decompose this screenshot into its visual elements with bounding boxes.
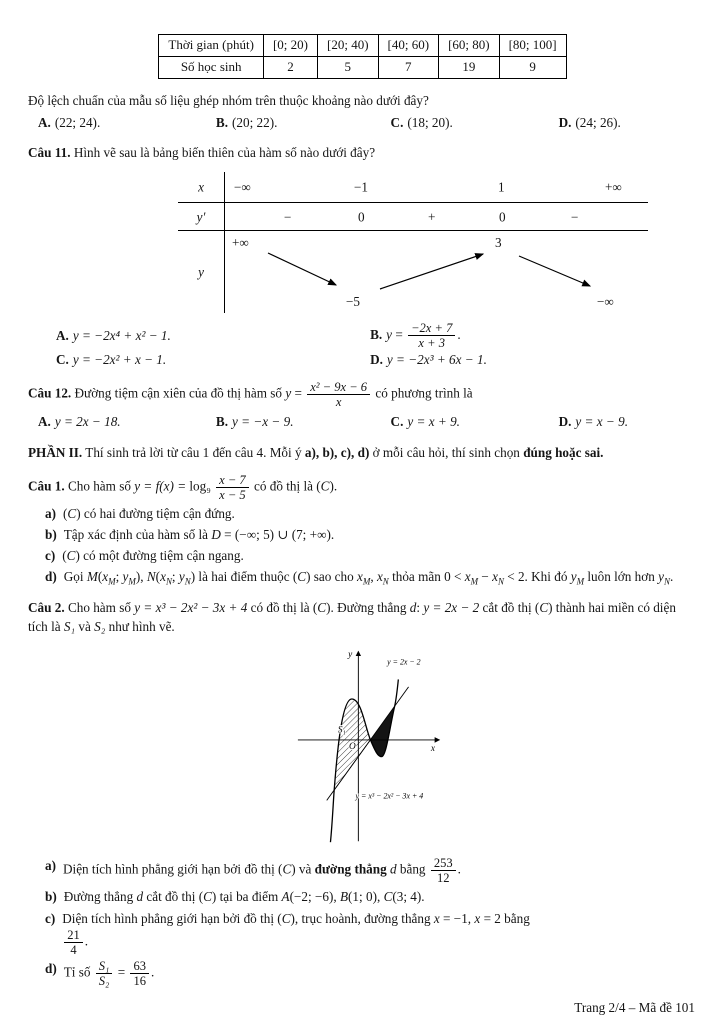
item-label: d) xyxy=(45,960,57,976)
option-c xyxy=(56,350,370,369)
bbt-arrows xyxy=(178,231,648,313)
option-text: y = x + 9. xyxy=(407,414,460,430)
table-cell: [40; 60) xyxy=(378,35,439,57)
option-b xyxy=(216,412,391,431)
option-a xyxy=(56,326,370,345)
option-c xyxy=(391,412,559,431)
bbt-limit: −∞ xyxy=(597,293,614,309)
bbt-sign: 0 xyxy=(358,209,365,225)
option-c xyxy=(391,113,559,132)
item-b xyxy=(45,887,697,906)
option-b xyxy=(216,113,391,132)
item-a xyxy=(45,504,697,523)
bbt-limit: +∞ xyxy=(232,235,249,251)
item-label: a) xyxy=(45,505,56,521)
bbt-x-value: −1 xyxy=(354,179,369,195)
arrow-up-right-icon xyxy=(380,254,483,289)
bbt-x-label: x xyxy=(198,179,204,195)
item-label: b) xyxy=(45,889,57,905)
bbt-extremum: −5 xyxy=(346,293,361,309)
item-text: Gọi $M(x_M$; $y_M$), $N(x_N$; $y_N$) là hai điểm thuộc (C) sao cho $x_M$, $x_N$ thỏa mãn $0 < x_M - x_N < 2$. Khi đó $y_M$ luôn lớn hơn $y_N$. xyxy=(63,569,674,587)
item-c xyxy=(45,909,697,957)
page-footer: Trang 2/4 – Mã đề 101 xyxy=(574,999,695,1015)
question-12-heading: Câu 12. Đường tiệm cận xiên của đồ thị hàm số y = $\frac{\text{x² − 9x − 6}}{x}$ có phương trình là xyxy=(28,380,473,410)
item-d xyxy=(45,959,697,988)
question-10-options xyxy=(38,113,697,132)
item-text: Đường thẳng d cắt đồ thị (C) tại ba điểm A(−2; −6), B(1; 0), C(3; 4). xyxy=(63,889,425,905)
item-text xyxy=(62,909,697,957)
option-text: y = −2x³ + 6x − 1. xyxy=(386,352,487,368)
question-11-heading: Câu 11. Hình vẽ sau là bảng biến thiên của hàm số nào dưới đây? xyxy=(28,144,376,160)
bbt-sign: + xyxy=(428,209,436,225)
item-text-line1: Diện tích hình phẳng giới hạn bởi đồ thị (C), trục hoành, đường thẳng x = −1, x = 2 bằng xyxy=(62,910,530,926)
arrow-down-right-icon xyxy=(519,256,590,286)
y-axis-label: y xyxy=(347,650,352,661)
option-label: B. xyxy=(215,414,229,430)
option-text: (18; 20). xyxy=(407,114,453,130)
table-row-header: Thời gian (phút) xyxy=(159,35,264,57)
option-text: y = $\frac{-2x + 7}{x + 3}$ . xyxy=(386,321,461,351)
option-label: B. xyxy=(370,326,383,342)
item-label: a) xyxy=(45,858,56,874)
table-cell: 2 xyxy=(263,56,317,78)
region-s1-label: S₁ xyxy=(337,725,346,736)
item-c xyxy=(45,546,697,565)
table-cell: 19 xyxy=(439,56,500,78)
item-label: c) xyxy=(45,910,56,926)
question-10-stem: Độ lệch chuẩn của mẫu số liệu ghép nhóm trên thuộc khoảng nào dưới đây? xyxy=(28,92,429,108)
bbt-sign: − xyxy=(284,209,292,225)
question-p2-1-heading: Câu 1. Cho hàm số y = f(x) = log₉ $\frac{x - 7}{x - 5}$ có đồ thị là (C). xyxy=(28,472,338,502)
question-p2-2-heading: Câu 2. Cho hàm số y = x³ − 2x² − 3x + 4 có đồ thị là (C). Đường thẳng d: y = 2x − 2 cắt đồ thị (C) thành hai miền có diện tích là S₁ và S₂ như hình vẽ. xyxy=(28,599,676,634)
bbt-sign: 0 xyxy=(499,209,506,225)
table-cell: [60; 80) xyxy=(439,35,500,57)
bbt-x-value: 1 xyxy=(498,179,505,195)
bbt-yprime-label: y′ xyxy=(196,209,206,225)
option-label: D. xyxy=(558,414,572,430)
table-cell: [20; 40) xyxy=(318,35,379,57)
option-text: (22; 24). xyxy=(54,114,101,130)
table-cell: 5 xyxy=(318,56,379,78)
table-cell: 7 xyxy=(378,56,439,78)
bbt-divider xyxy=(224,172,225,313)
option-label: A. xyxy=(56,328,69,344)
item-text: Tỉ số $\frac{\text{S₁}}{\text{S₂}}$ = $\frac{63}{16}$ . xyxy=(63,958,155,988)
frequency-table xyxy=(158,34,566,79)
option-text: y = −2x² + x − 1. xyxy=(72,352,167,368)
x-axis-label: x xyxy=(430,744,435,755)
option-a xyxy=(38,412,216,431)
item-b xyxy=(45,525,697,544)
function-graph xyxy=(28,642,697,854)
option-d xyxy=(559,412,697,431)
option-text: y = −x − 9. xyxy=(232,414,294,430)
line-equation-label: y = 2x − 2 xyxy=(386,657,421,667)
item-d xyxy=(45,567,697,587)
arrow-down-right-icon xyxy=(268,253,336,285)
option-label: C. xyxy=(56,352,69,368)
table-cell: [80; 100] xyxy=(499,35,566,57)
option-a xyxy=(38,113,216,132)
table-cell: 9 xyxy=(499,56,566,78)
option-label: D. xyxy=(370,352,383,368)
origin-label: O xyxy=(348,742,356,753)
bbt-sign: − xyxy=(571,209,579,225)
bbt-x-row xyxy=(178,172,648,203)
question-12-options xyxy=(38,412,697,431)
variation-table xyxy=(178,172,648,313)
option-label: C. xyxy=(390,114,404,130)
question-11-options xyxy=(56,321,697,369)
item-text: (C) có một đường tiệm cận ngang. xyxy=(62,548,244,564)
bbt-y-row xyxy=(178,231,648,313)
table-row-header: Số học sinh xyxy=(159,56,264,78)
curve-equation-label: y = x³ − 2x² − 3x + 4 xyxy=(355,791,423,801)
bbt-extremum: 3 xyxy=(495,235,502,251)
option-text: (20; 22). xyxy=(232,114,278,130)
option-label: A. xyxy=(38,114,51,130)
option-text: y = x − 9. xyxy=(575,414,628,430)
option-label: A. xyxy=(38,414,51,430)
option-b xyxy=(370,321,697,350)
item-text-line2: $\frac{21}{4}$ . xyxy=(62,928,697,957)
question-p2-2-items xyxy=(28,856,697,988)
option-text: (24; 26). xyxy=(575,114,621,130)
option-label: B. xyxy=(215,114,229,130)
graph-canvas xyxy=(270,642,456,849)
option-text: y = 2x − 18. xyxy=(54,414,121,430)
item-text: Tập xác định của hàm số là D = (−∞; 5) ∪ (7; +∞). xyxy=(63,526,335,542)
table-cell: [0; 20) xyxy=(263,35,317,57)
item-a xyxy=(45,856,697,885)
item-label: b) xyxy=(45,526,57,542)
part2-intro: PHẦN II. Thí sinh trả lời từ câu 1 đến câu 4. Mỗi ý a), b), c), d) ở mỗi câu hỏi, thí sinh chọn đúng hoặc sai. xyxy=(28,444,604,460)
bbt-y-label: y xyxy=(198,264,204,280)
table-row-counts xyxy=(159,56,566,78)
table-row-intervals xyxy=(159,35,566,57)
bbt-x-value: −∞ xyxy=(234,179,251,195)
option-label: C. xyxy=(390,414,404,430)
item-label: d) xyxy=(45,569,57,585)
option-text: y = −2x⁴ + x² − 1. xyxy=(72,328,171,344)
question-p2-1-items xyxy=(28,504,697,587)
option-d xyxy=(559,113,697,132)
bbt-x-value: +∞ xyxy=(605,179,622,195)
item-text: Diện tích hình phẳng giới hạn bởi đồ thị (C) và đường thẳng d bằng $\frac{253}{12}$ . xyxy=(63,856,461,886)
bbt-yprime-row xyxy=(178,203,648,231)
option-label: D. xyxy=(558,114,572,130)
item-text: (C) có hai đường tiệm cận đứng. xyxy=(63,505,235,521)
option-d xyxy=(370,350,697,369)
item-label: c) xyxy=(45,548,56,564)
